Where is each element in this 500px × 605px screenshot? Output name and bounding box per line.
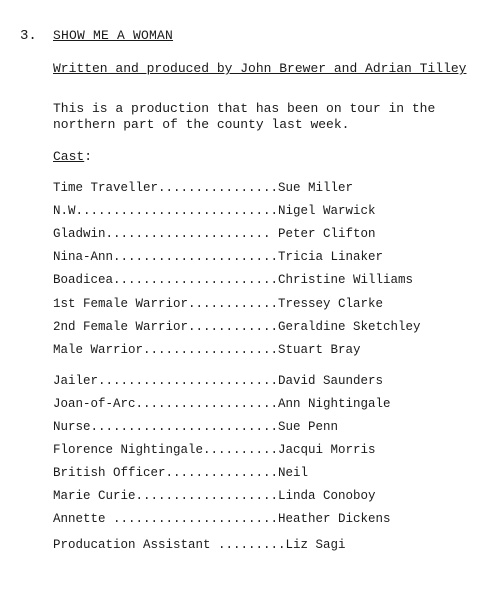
cast-row: 1st Female Warrior............Tressey Clarke [53, 297, 384, 311]
cast-row: Male Warrior..................Stuart Bray [53, 343, 361, 357]
production-description: This is a production that has been on tour in the northern part of the county last week. [53, 101, 436, 132]
cast-row: Time Traveller................Sue Miller [53, 181, 354, 195]
production-credit: Written and produced by John Brewer and Adrian Tilley [53, 61, 467, 76]
cast-row: 2nd Female Warrior............Geraldine Sketchley [53, 320, 421, 334]
production-title: SHOW ME A WOMAN [53, 28, 174, 43]
cast-heading-label: Cast [53, 149, 85, 164]
cast-row: Jailer........................David Saunders [53, 374, 384, 388]
cast-row: Producation Assistant .........Liz Sagi [53, 538, 346, 552]
cast-row: Gladwin...................... Peter Clifton [53, 227, 376, 241]
item-number: 3. [20, 28, 37, 44]
cast-heading-colon: : [84, 149, 93, 164]
cast-row: Boadicea......................Christine Williams [53, 273, 414, 287]
cast-row: Florence Nightingale..........Jacqui Morris [53, 443, 376, 457]
cast-row: N.W...........................Nigel Warwick [53, 204, 376, 218]
cast-row: Marie Curie...................Linda Conoboy [53, 489, 376, 503]
cast-row: Nina-Ann......................Tricia Linaker [53, 250, 384, 264]
cast-row: Joan-of-Arc...................Ann Nightingale [53, 397, 391, 411]
cast-row: British Officer...............Neil [53, 466, 309, 480]
cast-row: Annette ......................Heather Dickens [53, 512, 391, 526]
cast-row: Nurse.........................Sue Penn [53, 420, 339, 434]
cast-heading [53, 149, 92, 164]
